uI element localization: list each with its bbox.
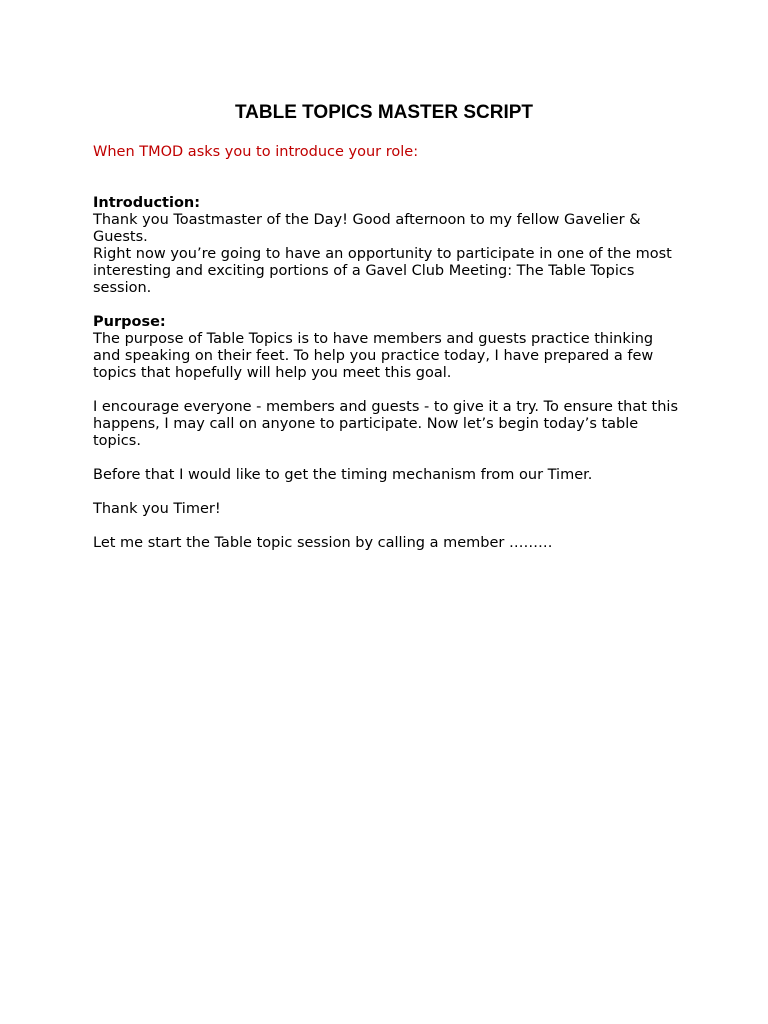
purpose-paragraph-5: Let me start the Table topic session by calling a member ……… (93, 535, 553, 551)
document-title: TABLE TOPICS MASTER SCRIPT (234, 102, 534, 123)
purpose-paragraph-3: Before that I would like to get the timing mechanism from our Timer. (93, 467, 593, 483)
purpose-paragraph-4: Thank you Timer! (93, 501, 221, 517)
introduction-heading: Introduction: (93, 195, 201, 211)
purpose-paragraph-1: The purpose of Table Topics is to have members and guests practice thinking and speaking on their feet. To help you practice today, I have prepared a few topics that hopefully will help you meet this goal. (93, 331, 654, 381)
introduction-paragraph-2: Right now you’re going to have an opportunity to participate in one of the most interesting and exciting portions of a Gavel Club Meeting: The Table Topics session. (93, 246, 672, 296)
purpose-paragraph-2: I encourage everyone - members and guests - to give it a try. To ensure that this happens, I may call on anyone to participate. Now let’s begin today’s table topics. (93, 399, 678, 449)
introduction-paragraph-1: Thank you Toastmaster of the Day! Good afternoon to my fellow Gavelier & Guests. (93, 212, 641, 245)
purpose-heading: Purpose: (93, 314, 166, 330)
document-body (93, 144, 683, 552)
tmod-prompt: When TMOD asks you to introduce your role: (93, 144, 419, 160)
